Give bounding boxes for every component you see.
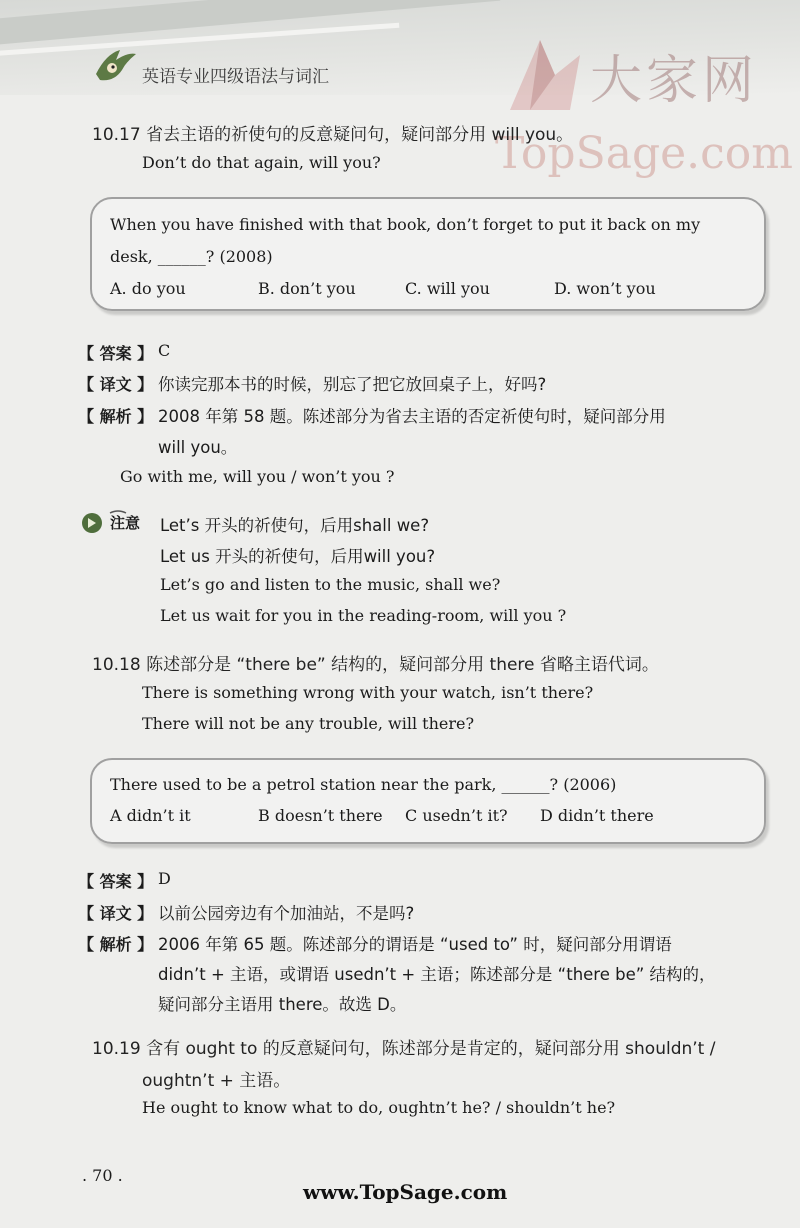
translation-text: 以前公园旁边有个加油站，不是吗? <box>158 904 415 923</box>
option-a: A. do you <box>110 279 186 298</box>
note-line-3: Let’s go and listen to the music, shall we? <box>160 575 501 594</box>
watermark-english: TopSage.com <box>495 128 794 179</box>
analysis-line-1: 2006 年第 65 题。陈述部分的谓语是 “used to” 时，疑问部分用谓语 <box>158 935 672 954</box>
section-heading-10-19: 10.19 含有 ought to 的反意疑问句，陈述部分是肯定的，疑问部分用 shouldn’t / <box>92 1039 716 1059</box>
option-b: B doesn’t there <box>258 806 383 825</box>
watermark-chinese: 大家网 <box>590 51 759 111</box>
option-d: D didn’t there <box>540 806 654 825</box>
analysis-label: 【 解析 】 <box>78 407 154 426</box>
section-heading-10-18: 10.18 陈述部分是 “there be” 结构的，疑问部分用 there 省略主语代词。 <box>92 655 659 675</box>
option-a: A didn’t it <box>110 806 191 825</box>
exercise-question-line-2: desk, ______? (2008) <box>110 247 273 266</box>
section-heading-10-17: 10.17 省去主语的祈使句的反意疑问句，疑问部分用 will you。 <box>92 125 574 145</box>
option-b: B. don’t you <box>258 279 356 298</box>
translation-text: 你读完那本书的时候，别忘了把它放回桌子上，好吗? <box>158 375 547 394</box>
analysis-line-3: 疑问部分主语用 there。故选 D。 <box>158 995 407 1014</box>
exercise-question-line-1: When you have finished with that book, don’t forget to put it back on my <box>110 215 701 234</box>
note-line-1: Let’s 开头的祈使句，后用shall we? <box>160 516 430 535</box>
answer-value: D <box>158 869 171 888</box>
example-sentence: There will not be any trouble, will there? <box>142 714 475 733</box>
example-sentence: There is something wrong with your watch, isn’t there? <box>142 683 594 702</box>
exercise-question-line-1: There used to be a petrol station near the park, ______? (2006) <box>110 775 617 794</box>
option-c: C. will you <box>405 279 490 298</box>
analysis-line-2: will you。 <box>158 438 238 457</box>
page-number: . 70 . <box>82 1166 123 1185</box>
exercise-box-2006 <box>90 758 766 844</box>
answer-label: 【 答案 】 <box>78 872 154 891</box>
translation-label: 【 译文 】 <box>78 375 154 394</box>
note-line-4: Let us wait for you in the reading-room, will you ? <box>160 606 567 625</box>
topsage-logo-icon <box>500 35 590 115</box>
note-label: 注意 <box>110 514 141 532</box>
book-title: 英语专业四级语法与词汇 <box>142 67 329 87</box>
answer-value: C <box>158 341 171 360</box>
section-heading-10-19-cont: oughtn’t + 主语。 <box>142 1071 291 1091</box>
answer-label: 【 答案 】 <box>78 344 154 363</box>
option-c: C usedn’t it? <box>405 806 508 825</box>
analysis-line-2: didn’t + 主语，或谓语 usedn’t + 主语；陈述部分是 “there be” 结构的， <box>158 965 716 984</box>
analysis-line-1: 2008 年第 58 题。陈述部分为省去主语的否定祈使句时，疑问部分用 <box>158 407 666 426</box>
note-line-2: Let us 开头的祈使句，后用will you? <box>160 547 436 566</box>
example-sentence: Don’t do that again, will you? <box>142 153 381 172</box>
footer-url: www.TopSage.com <box>303 1180 508 1204</box>
option-d: D. won’t you <box>554 279 656 298</box>
example-sentence: He ought to know what to do, oughtn’t he? / shouldn’t he? <box>142 1098 616 1117</box>
mascot-icon <box>92 44 138 84</box>
analysis-label: 【 解析 】 <box>78 935 154 954</box>
translation-label: 【 译文 】 <box>78 904 154 923</box>
example-sentence-2: Go with me, will you / won’t you ? <box>120 467 395 486</box>
